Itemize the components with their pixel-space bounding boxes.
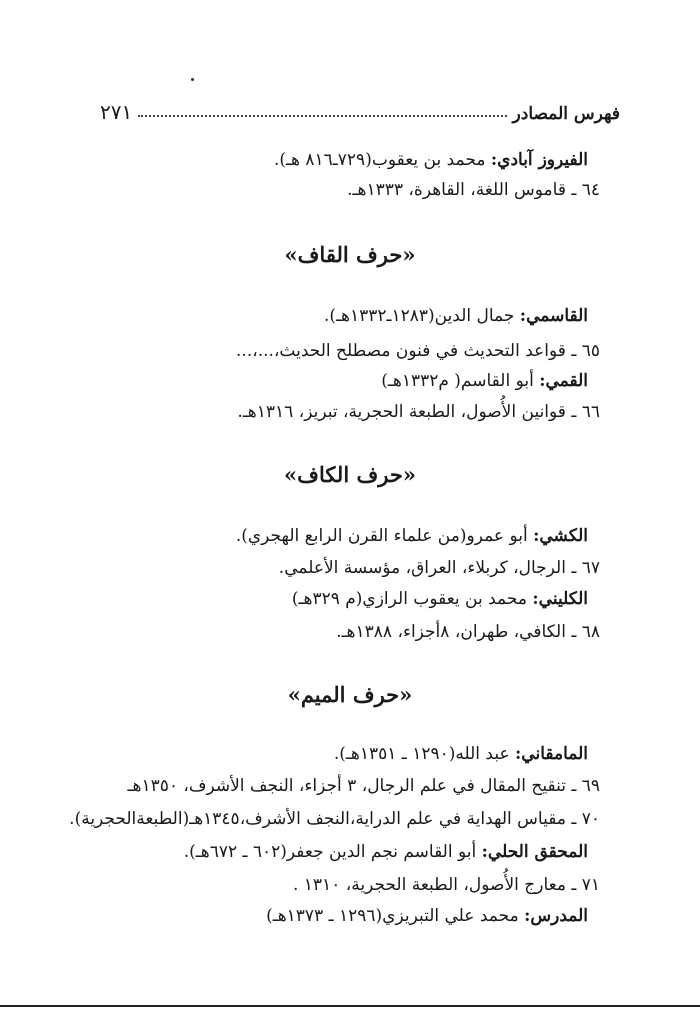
- source-entry: ٦٧ ـ الرجال، كربلاء، العراق، مؤسسة الأعلمي.: [278, 558, 600, 578]
- author-details: أبو عمرو(من علماء القرن الرابع الهجري).: [235, 526, 534, 546]
- author-line: [60, 523, 588, 549]
- author-name: المامقاني:: [515, 744, 588, 764]
- source-entry: ٦٨ ـ الكافي، طهران، ٨أجزاء، ١٣٨٨هـ.: [336, 622, 600, 642]
- author-details: عبد الله(١٢٩٠ ـ ١٣٥١هـ).: [333, 744, 516, 764]
- author-name: الكليني:: [532, 589, 588, 609]
- author-line: [60, 586, 588, 612]
- author-details: محمد بن يعقوب(٧٢٩ـ٨١٦ هـ).: [274, 150, 491, 170]
- author-line: [60, 903, 588, 929]
- author-line: [60, 368, 588, 394]
- author-name: الكشي:: [533, 526, 588, 546]
- author-details: جمال الدين(١٢٨٣ـ١٣٣٢هـ).: [323, 306, 520, 326]
- running-header: [100, 94, 620, 124]
- source-entry: ٦٩ ـ تنقيح المقال في علم الرجال، ٣ أجزاء، النجف الأشرف، ١٣٥٠هـ: [127, 776, 600, 796]
- source-entry: ٦٤ ـ قاموس اللغة، القاهرة، ١٣٣٣هـ.: [347, 180, 600, 200]
- author-name: المدرس:: [524, 906, 588, 926]
- author-name: القاسمي:: [519, 306, 588, 326]
- source-entry: ٦٦ ـ قوانين الأُصول، الطبعة الحجرية، تبريز، ١٣١٦هـ.: [237, 402, 600, 422]
- author-details: محمد بن يعقوب الرازي(م ٣٢٩هـ): [291, 589, 533, 609]
- author-details: أبو القاسم( م١٣٣٢هـ): [381, 371, 540, 391]
- source-entry: ٦٥ ـ قواعد التحديث في فنون مصطلح الحديث،...،...: [236, 341, 600, 361]
- section-heading: «حرف الكاف»: [284, 462, 416, 487]
- author-line: [60, 839, 588, 865]
- author-name: المحقق الحلي:: [481, 842, 588, 862]
- source-entry: ٧٠ ـ مقياس الهداية في علم الدراية،النجف الأشرف،١٣٤٥هـ(الطبعةالحجرية).: [69, 809, 600, 829]
- section-heading: «حرف الميم»: [287, 682, 413, 707]
- page-number: ٢٧١: [100, 100, 133, 124]
- header-dot-leader: [138, 115, 506, 117]
- author-line: [60, 303, 588, 329]
- section-heading: «حرف القاف»: [284, 242, 416, 267]
- header-title: فهرس المصادر: [512, 104, 620, 124]
- author-details: أبو القاسم نجم الدين جعفر(٦٠٢ ـ ٦٧٢هـ).: [183, 842, 482, 862]
- source-entry: ٧١ ـ معارج الأُصول، الطبعة الحجرية، ١٣١٠ .: [292, 875, 600, 895]
- bottom-rule: [0, 1005, 700, 1007]
- page-speck: [191, 78, 194, 81]
- author-name: القمي:: [539, 371, 588, 391]
- author-details: محمد علي التبريزي(١٢٩٦ ـ ١٣٧٣هـ): [266, 906, 525, 926]
- author-name: الفيروز آبادي:: [490, 150, 588, 170]
- author-line: [60, 741, 588, 767]
- author-line: [60, 147, 588, 173]
